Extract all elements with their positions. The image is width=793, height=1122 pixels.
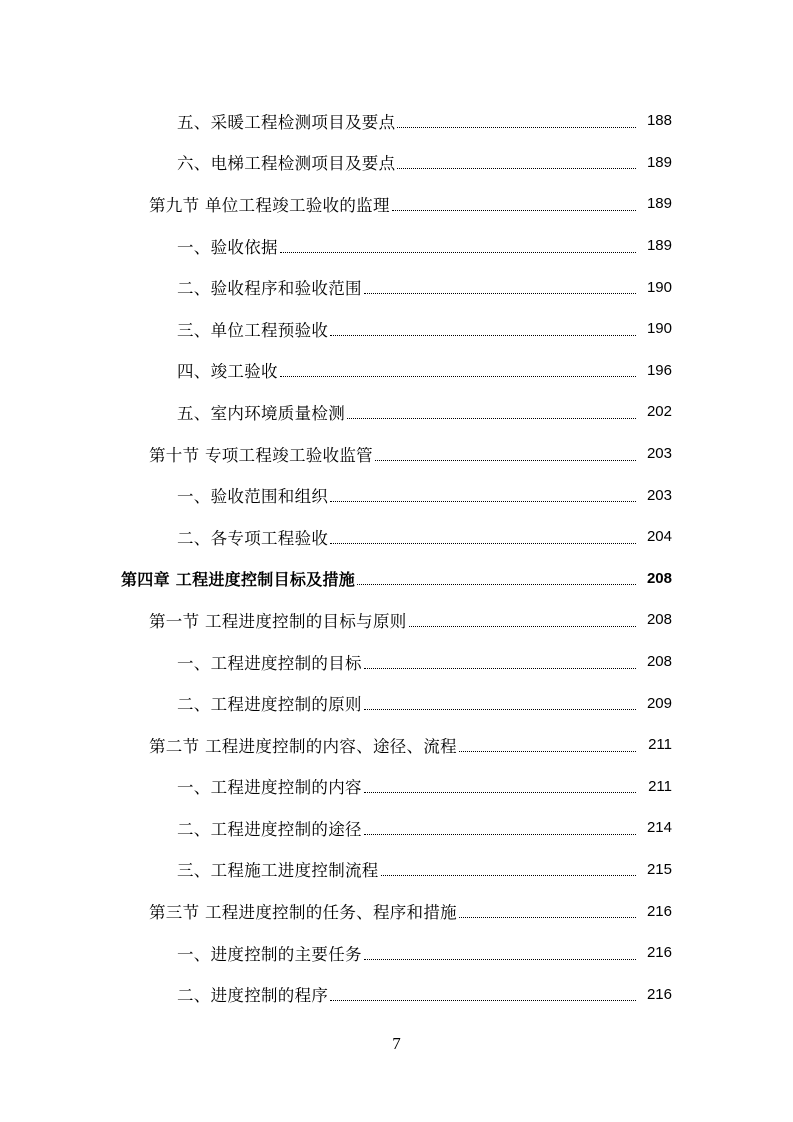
dot-leader xyxy=(409,625,636,627)
toc-entry-title: 第一节 工程进度控制的目标与原则 xyxy=(149,611,407,631)
dot-leader xyxy=(330,542,636,544)
toc-entry-page-number: 190 xyxy=(646,320,672,338)
dot-leader xyxy=(364,292,636,294)
toc-entry-page-number: 214 xyxy=(646,819,672,837)
toc-subsection-entry[interactable] xyxy=(0,100,793,142)
page-number: 7 xyxy=(392,1034,401,1053)
toc-entry-title: 六、电梯工程检测项目及要点 xyxy=(177,154,396,174)
toc-subsection-entry[interactable] xyxy=(0,973,793,1015)
toc-chapter-entry[interactable] xyxy=(0,558,793,600)
toc-section-entry[interactable] xyxy=(0,183,793,225)
toc-subsection-entry[interactable] xyxy=(0,225,793,267)
toc-entry-page-number: 208 xyxy=(646,653,672,671)
toc-entry-title: 五、采暖工程检测项目及要点 xyxy=(177,112,396,132)
toc-entry-page-number: 208 xyxy=(646,611,672,629)
toc-subsection-entry[interactable] xyxy=(0,641,793,683)
toc-entry-title: 第二节 工程进度控制的内容、途径、流程 xyxy=(149,736,457,756)
toc-entry-page-number: 211 xyxy=(648,736,672,754)
toc-entry-page-number: 202 xyxy=(646,403,672,421)
toc-entry-page-number: 209 xyxy=(646,694,672,712)
dot-leader xyxy=(397,126,636,128)
toc-subsection-entry[interactable] xyxy=(0,391,793,433)
dot-leader xyxy=(459,750,636,752)
toc-subsection-entry[interactable] xyxy=(0,932,793,974)
toc-entry-page-number: 203 xyxy=(646,445,672,463)
toc-subsection-entry[interactable] xyxy=(0,849,793,891)
toc-subsection-entry[interactable] xyxy=(0,350,793,392)
dot-leader xyxy=(280,375,636,377)
toc-entry-page-number: 189 xyxy=(646,195,672,213)
toc-entry-title: 二、验收程序和验收范围 xyxy=(177,279,362,299)
toc-subsection-entry[interactable] xyxy=(0,142,793,184)
toc-entry-page-number: 188 xyxy=(646,112,672,130)
toc-entry-title: 一、工程进度控制的内容 xyxy=(177,778,362,798)
dot-leader xyxy=(375,459,636,461)
toc-entry-page-number: 215 xyxy=(646,860,672,878)
dot-leader xyxy=(364,667,636,669)
toc-entry-title: 二、各专项工程验收 xyxy=(177,528,329,548)
dot-leader xyxy=(364,833,636,835)
toc-entry-page-number: 189 xyxy=(646,237,672,255)
toc-entry-page-number: 208 xyxy=(646,569,672,587)
toc-subsection-entry[interactable] xyxy=(0,766,793,808)
toc-subsection-entry[interactable] xyxy=(0,682,793,724)
toc-entry-title: 第九节 单位工程竣工验收的监理 xyxy=(149,195,390,215)
toc-section-entry[interactable] xyxy=(0,599,793,641)
toc-section-entry[interactable] xyxy=(0,724,793,766)
toc-entry-page-number: 189 xyxy=(646,153,672,171)
toc-entry-title: 一、工程进度控制的目标 xyxy=(177,653,362,673)
dot-leader xyxy=(330,999,636,1001)
toc-section-entry[interactable] xyxy=(0,433,793,475)
toc-entry-title: 一、验收依据 xyxy=(177,237,278,257)
dot-leader xyxy=(364,708,636,710)
toc-entry-page-number: 216 xyxy=(646,944,672,962)
toc-entry-page-number: 216 xyxy=(646,902,672,920)
toc-subsection-entry[interactable] xyxy=(0,516,793,558)
dot-leader xyxy=(330,334,636,336)
toc-entry-title: 三、工程施工进度控制流程 xyxy=(177,861,379,881)
dot-leader xyxy=(347,417,636,419)
dot-leader xyxy=(392,209,636,211)
dot-leader xyxy=(280,251,636,253)
toc-entry-page-number: 203 xyxy=(646,486,672,504)
dot-leader xyxy=(397,167,636,169)
toc-entry-title: 二、工程进度控制的原则 xyxy=(177,695,362,715)
dot-leader xyxy=(330,500,636,502)
toc-entry-page-number: 196 xyxy=(646,361,672,379)
dot-leader xyxy=(357,583,636,585)
toc-entry-page-number: 204 xyxy=(646,528,672,546)
toc-entry-title: 三、单位工程预验收 xyxy=(177,320,329,340)
toc-entry-page-number: 211 xyxy=(648,777,672,795)
toc-entry-page-number: 190 xyxy=(646,278,672,296)
dot-leader xyxy=(364,958,636,960)
toc-entry-title: 五、室内环境质量检测 xyxy=(177,403,345,423)
toc-subsection-entry[interactable] xyxy=(0,807,793,849)
toc-section-entry[interactable] xyxy=(0,890,793,932)
toc-entry-title: 第四章 工程进度控制目标及措施 xyxy=(121,569,356,589)
toc-entry-title: 二、工程进度控制的途径 xyxy=(177,819,362,839)
toc-entry-title: 第十节 专项工程竣工验收监管 xyxy=(149,445,373,465)
dot-leader xyxy=(381,874,636,876)
toc-entry-title: 二、进度控制的程序 xyxy=(177,986,329,1006)
toc-entry-title: 一、验收范围和组织 xyxy=(177,487,329,507)
toc-subsection-entry[interactable] xyxy=(0,266,793,308)
dot-leader xyxy=(364,791,636,793)
toc-entry-page-number: 216 xyxy=(646,985,672,1003)
toc-entry-title: 一、进度控制的主要任务 xyxy=(177,944,362,964)
table-of-contents xyxy=(0,100,793,1015)
dot-leader xyxy=(459,916,636,918)
toc-entry-title: 第三节 工程进度控制的任务、程序和措施 xyxy=(149,903,457,923)
toc-subsection-entry[interactable] xyxy=(0,474,793,516)
toc-subsection-entry[interactable] xyxy=(0,308,793,350)
toc-entry-title: 四、竣工验收 xyxy=(177,362,278,382)
